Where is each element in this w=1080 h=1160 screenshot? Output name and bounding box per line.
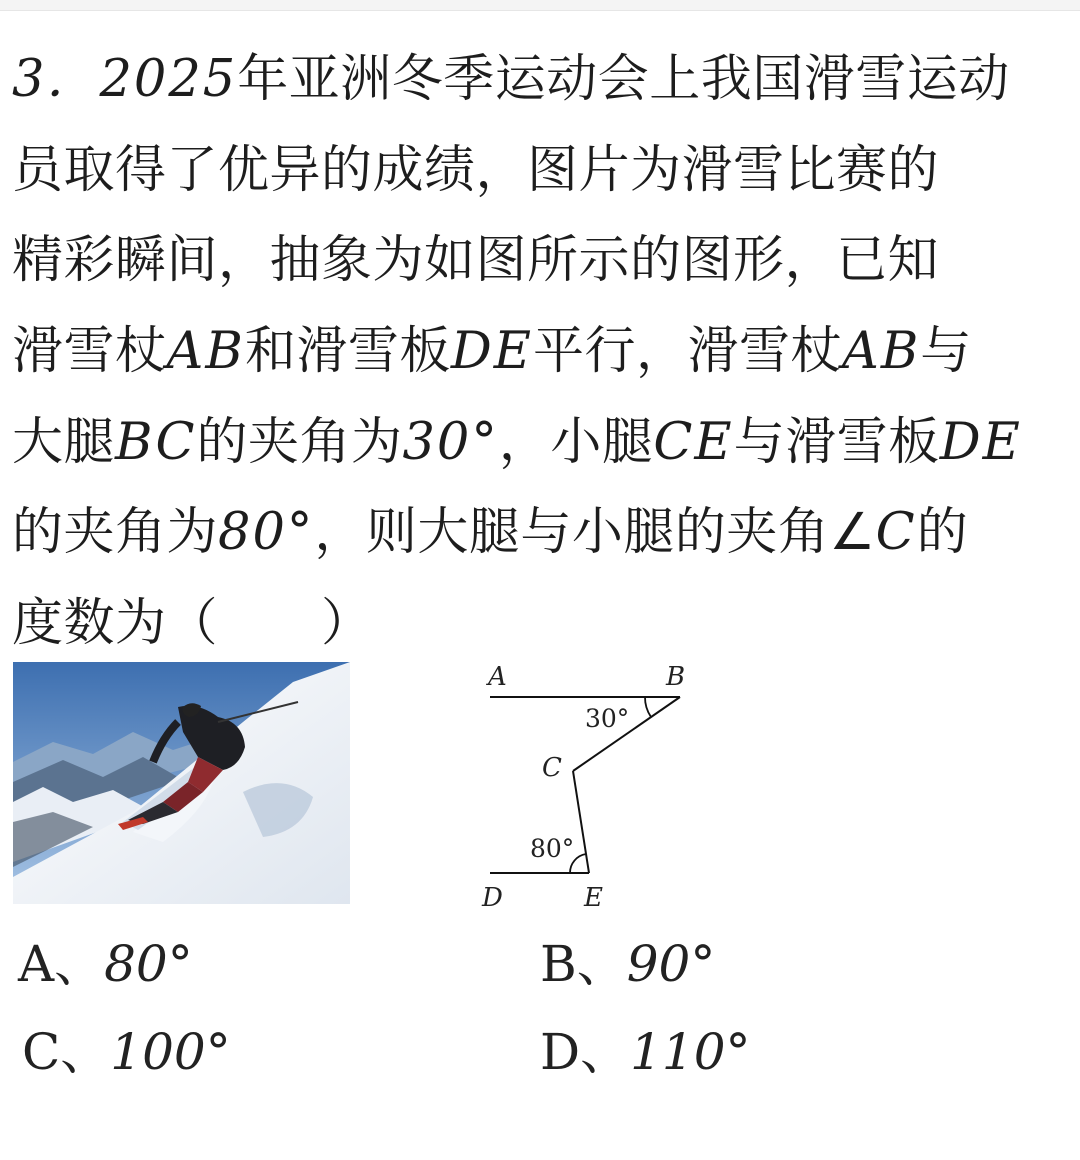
label-c: C [542, 753, 562, 783]
question-line [12, 310, 1074, 401]
question-line [12, 129, 1074, 220]
option-b-value: 90° [626, 935, 716, 993]
option-d-value: 110° [630, 1023, 751, 1081]
math-text: C [875, 503, 917, 563]
math-text: DE [939, 412, 1022, 472]
question-text [12, 38, 1074, 673]
angle-label-30: 30° [585, 704, 630, 733]
question-segment: 员取得了优异的成绩，图片为滑雪比赛的 [12, 140, 940, 200]
option-c-letter: C [22, 1023, 61, 1081]
top-divider [0, 0, 1080, 11]
question-line [12, 401, 1074, 492]
question-segment: 平行，滑雪杖 [532, 322, 842, 382]
question-line [12, 38, 1074, 129]
label-d: D [482, 883, 503, 913]
question-segment: 和滑雪板 [244, 322, 451, 382]
option-b-sep: 、 [576, 935, 627, 993]
question-segment: 滑雪杖 [12, 322, 167, 382]
question-segment: ，小腿 [498, 412, 654, 472]
label-e: E [584, 883, 603, 913]
option-c[interactable] [22, 1022, 231, 1082]
option-b[interactable] [540, 934, 715, 994]
option-c-value: 100° [110, 1023, 231, 1081]
question-segment: 与 [920, 322, 972, 382]
math-text: CE [653, 412, 734, 472]
question-segment: 的夹角为 [196, 412, 403, 472]
math-text: BC [115, 412, 197, 472]
question-segment: 与滑雪板 [733, 412, 940, 472]
line-ce [573, 771, 589, 873]
option-a[interactable] [18, 934, 193, 994]
question-segment: ，则大腿与小腿的夹角∠ [314, 503, 876, 563]
math-text: AB [841, 322, 921, 382]
option-a-letter: A [18, 935, 55, 993]
question-line [12, 491, 1074, 582]
question-segment: 度数为（ ） [12, 594, 373, 654]
ski-photo [13, 662, 350, 904]
option-c-sep: 、 [60, 1023, 111, 1081]
option-d-sep: 、 [580, 1023, 631, 1081]
label-b: B [666, 662, 686, 692]
angle-arc-b [645, 697, 651, 717]
label-a: A [488, 662, 507, 692]
math-text: 80° [218, 503, 315, 563]
math-text: 30° [402, 412, 499, 472]
option-d[interactable] [540, 1022, 751, 1082]
math-text: DE [450, 322, 533, 382]
option-d-letter: D [540, 1023, 581, 1081]
angle-label-80: 80° [530, 834, 575, 863]
question-segment: 的夹角为 [12, 503, 219, 563]
math-text: AB [166, 322, 245, 382]
question-segment: 的 [916, 503, 969, 563]
question-segment: 大腿 [12, 412, 116, 472]
geometry-figure [470, 656, 700, 918]
question-line [12, 219, 1074, 310]
question-segment: 年亚洲冬季运动会上我国滑雪运动 [237, 50, 1010, 109]
option-a-value: 80° [104, 935, 193, 993]
option-b-letter: B [540, 935, 577, 993]
math-text: 3．2025 [12, 50, 238, 109]
option-a-sep: 、 [54, 935, 105, 993]
question-segment: 精彩瞬间，抽象为如图所示的图形，已知 [12, 231, 940, 291]
